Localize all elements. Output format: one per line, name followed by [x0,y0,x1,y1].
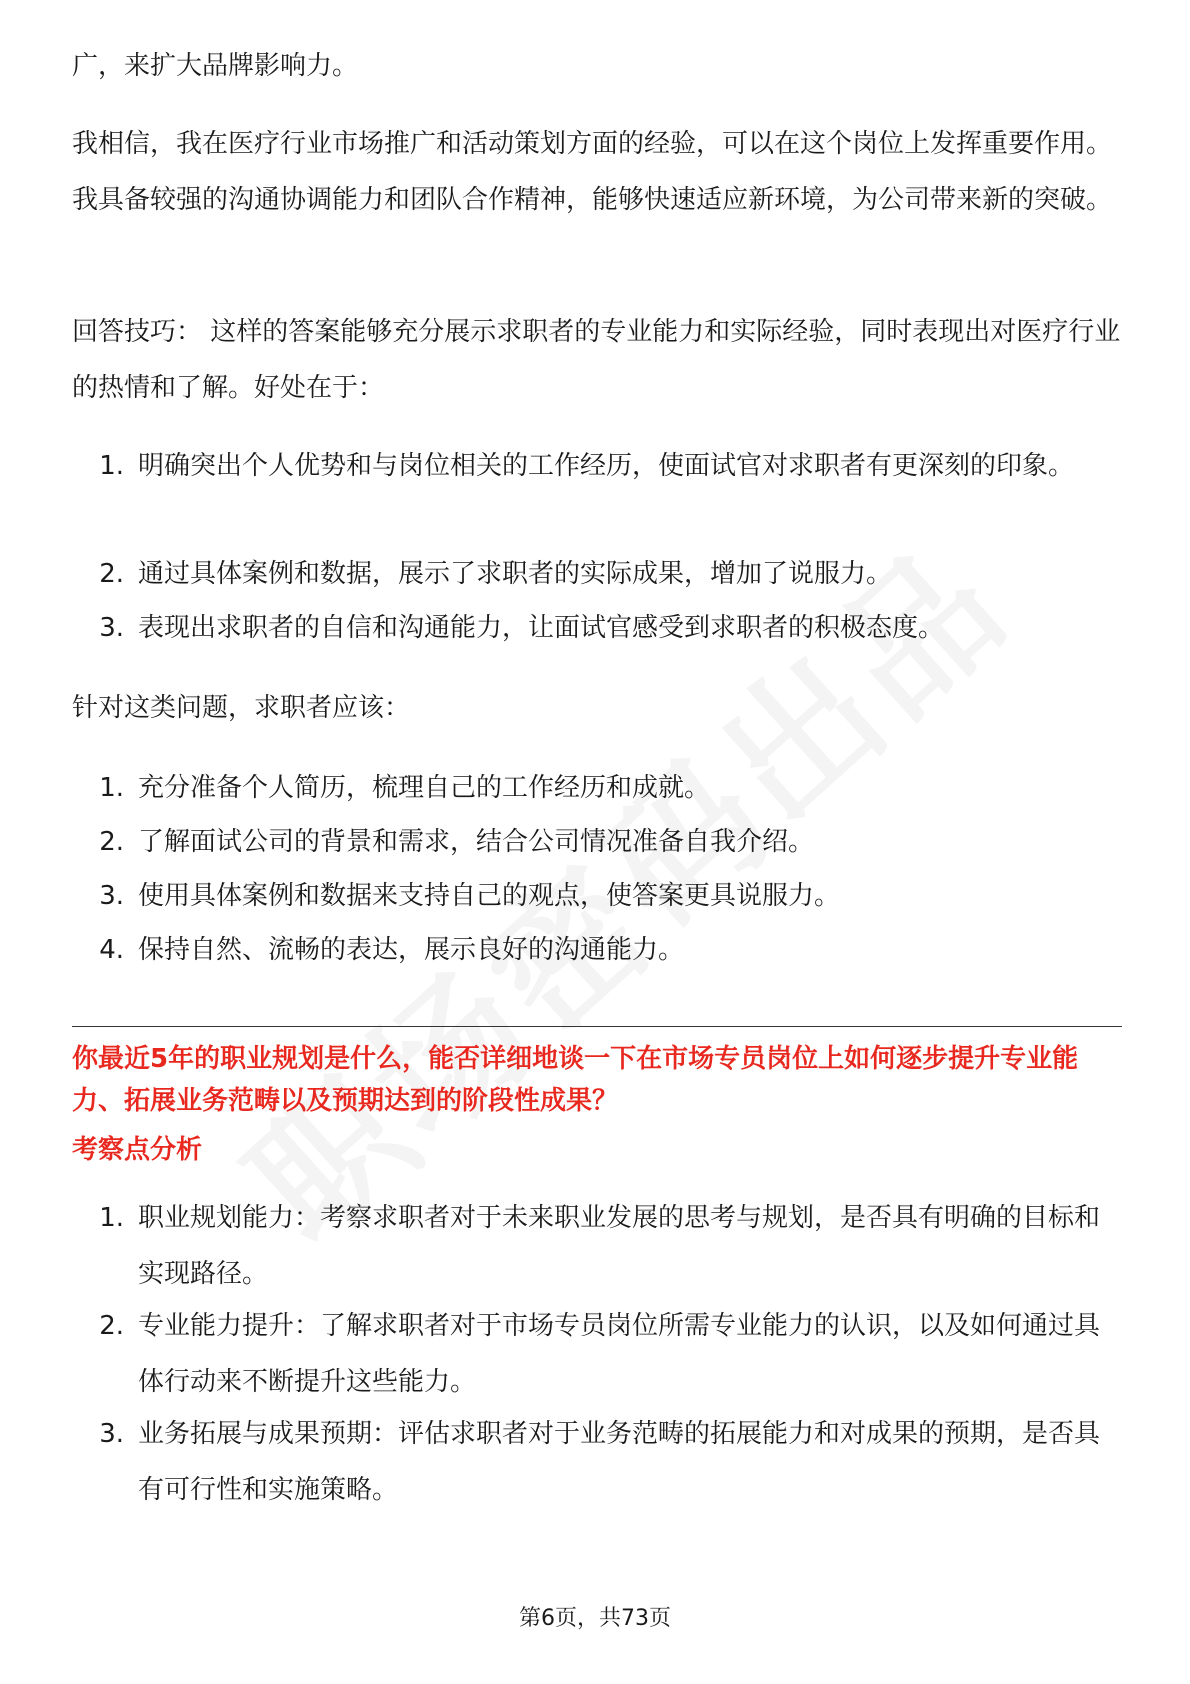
list-item [72,922,1122,978]
question-heading: 你最近5年的职业规划是什么，能否详细地谈一下在市场专员岗位上如何逐步提升专业能力、拓展业务范畴以及预期达到的阶段性成果？ [72,1044,1079,1116]
list-item [72,760,1122,816]
list-text: 业务拓展与成果预期：评估求职者对于业务范畴的拓展能力和对成果的预期，是否具有可行性和实施策略。 [138,1419,1101,1505]
section-divider [72,1026,1122,1027]
list-item [72,600,1122,656]
analysis-heading: 考察点分析 [72,1135,203,1165]
list-text: 使用具体案例和数据来支持自己的观点，使答案更具说服力。 [138,881,841,911]
list-item [72,1406,1122,1518]
page-footer: 第6页，共73页 [519,1606,671,1631]
list-item [72,546,1122,602]
list-text: 明确突出个人优势和与岗位相关的工作经历，使面试官对求职者有更深刻的印象。 [138,451,1075,481]
list-number: 3. [99,613,124,643]
paragraph-answer-tip: 回答技巧： 这样的答案能够充分展示求职者的专业能力和实际经验，同时表现出对医疗行业的热情和了解。好处在于： [72,317,1121,403]
list-number: 1. [99,451,124,481]
paragraph-continuation: 广，来扩大品牌影响力。 [72,51,359,81]
list-number: 1. [99,773,124,803]
list-item [72,1190,1122,1302]
list-text: 表现出求职者的自信和沟通能力，让面试官感受到求职者的积极态度。 [138,613,945,643]
list-text: 了解面试公司的背景和需求，结合公司情况准备自我介绍。 [138,827,815,857]
list-item [72,814,1122,870]
list-item [72,868,1122,924]
list-text: 专业能力提升：了解求职者对于市场专员岗位所需专业能力的认识，以及如何通过具体行动来不断提升这些能力。 [138,1311,1101,1397]
list-number: 4. [99,935,124,965]
list-number: 1. [99,1203,124,1233]
paragraph-advice-intro: 针对这类问题，求职者应该： [72,693,411,723]
paragraph-self-statement: 我相信，我在医疗行业市场推广和活动策划方面的经验，可以在这个岗位上发挥重要作用。我具备较强的沟通协调能力和团队合作精神，能够快速适应新环境，为公司带来新的突破。 [72,129,1113,215]
list-item [72,1298,1122,1410]
list-number: 3. [99,1419,124,1449]
list-number: 2. [99,1311,124,1341]
list-number: 2. [99,827,124,857]
list-text: 职业规划能力：考察求职者对于未来职业发展的思考与规划，是否具有明确的目标和实现路径。 [138,1203,1101,1289]
list-text: 保持自然、流畅的表达，展示良好的沟通能力。 [138,935,685,965]
list-item [72,438,1122,494]
list-text: 通过具体案例和数据，展示了求职者的实际成果，增加了说服力。 [138,559,893,589]
list-number: 2. [99,559,124,589]
list-number: 3. [99,881,124,911]
list-text: 充分准备个人简历，梳理自己的工作经历和成就。 [138,773,711,803]
